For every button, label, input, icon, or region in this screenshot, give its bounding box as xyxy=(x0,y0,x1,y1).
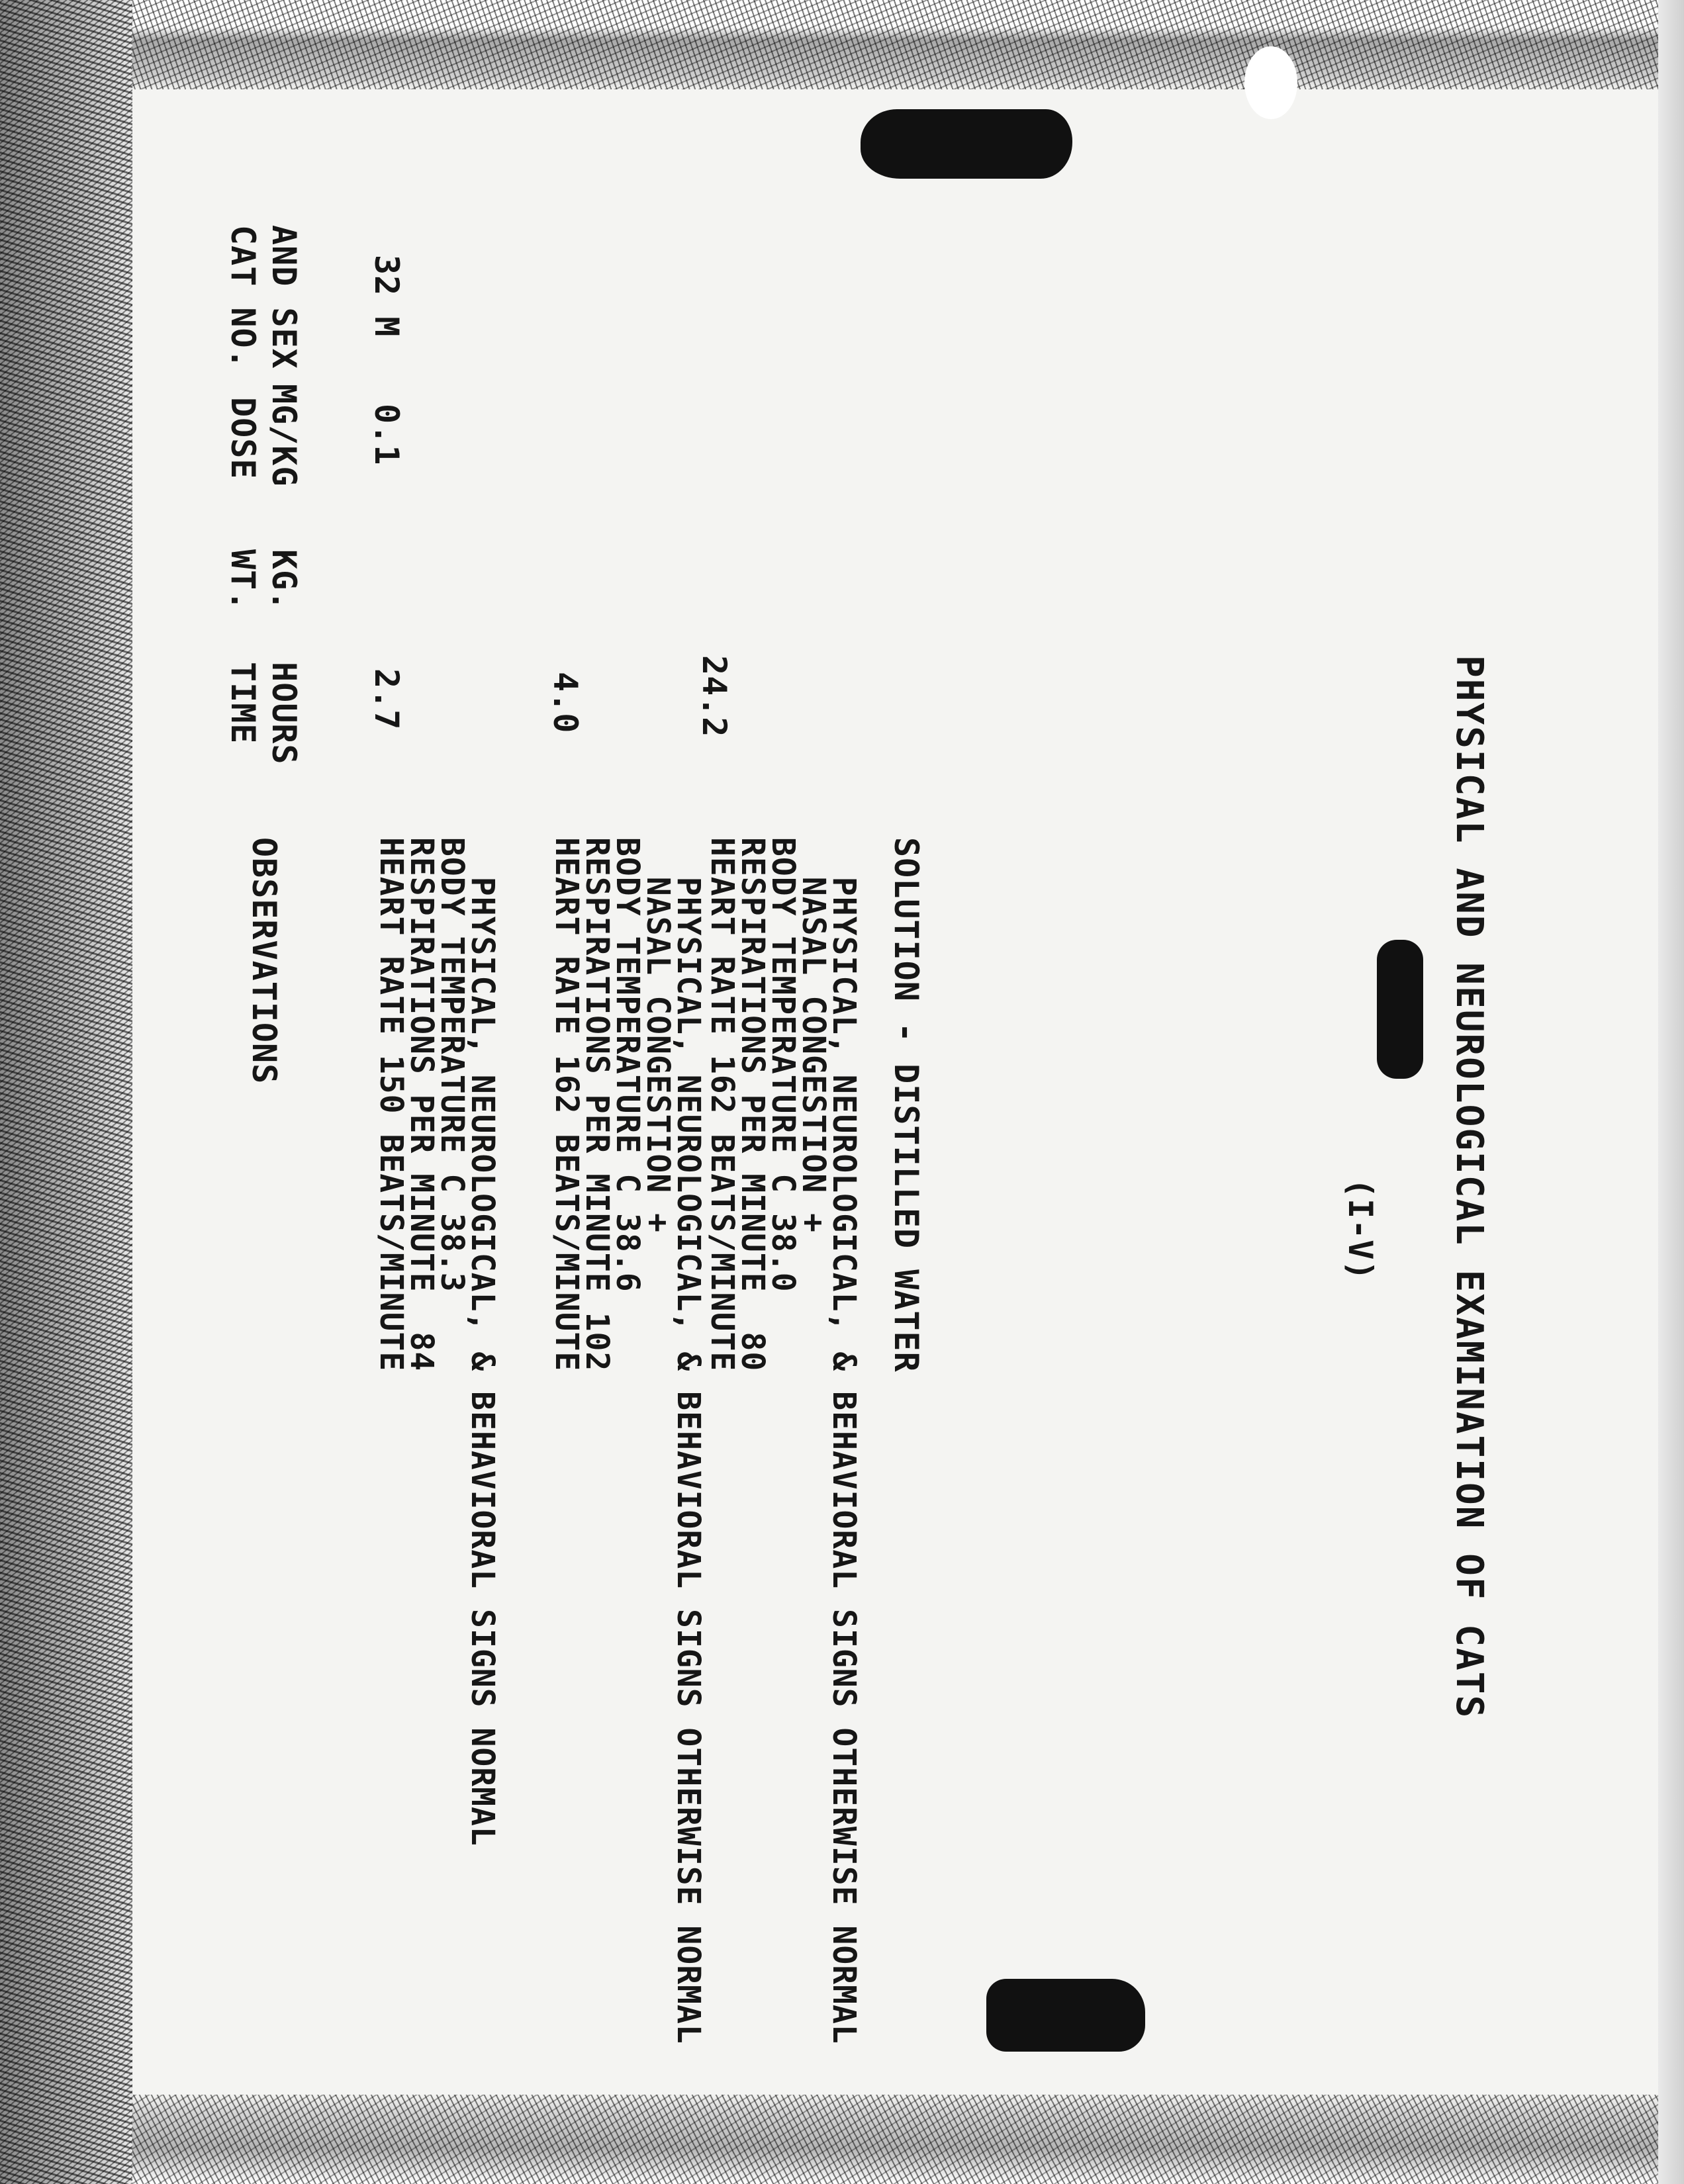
observation-line: BODY TEMPERATURE C 38.0 xyxy=(765,837,802,1293)
time-value: 24.2 xyxy=(695,655,733,738)
header-hours: HOURS xyxy=(265,662,303,765)
observation-line: BODY TEMPERATURE C 38.3 xyxy=(434,837,471,1293)
dose-value: 0.1 xyxy=(367,404,406,466)
footnote-solution: SOLUTION - DISTILLED WATER xyxy=(887,837,925,1373)
header-cat-no: CAT NO. xyxy=(224,225,262,369)
observation-line: RESPIRATIONS PER MINUTE 80 xyxy=(734,837,771,1372)
time-value: 2.7 xyxy=(367,668,406,731)
header-mg-kg: MG/KG xyxy=(265,384,303,487)
observation-line: HEART RATE 150 BEATS/MINUTE xyxy=(373,837,410,1372)
observation-line: NASAL CONGESTION + xyxy=(795,837,832,1233)
observation-line: HEART RATE 162 BEATS/MINUTE xyxy=(704,837,741,1372)
header-wt: WT. xyxy=(224,549,262,612)
observation-line: NASAL CONGESTION + xyxy=(639,837,677,1233)
header-and-sex: AND SEX xyxy=(265,225,303,369)
observation-line: PHYSICAL, NEUROLOGICAL, & BEHAVIORAL SIGNS OTHERWISE NORMAL xyxy=(825,837,863,2044)
observation-line: RESPIRATIONS PER MINUTE 102 xyxy=(579,837,616,1372)
header-observations: OBSERVATIONS xyxy=(245,837,283,1085)
header-dose: DOSE xyxy=(224,397,262,480)
header-time: TIME xyxy=(224,662,262,745)
observation-line: RESPIRATIONS PER MINUTE 84 xyxy=(403,837,440,1372)
header-kg: KG. xyxy=(265,549,303,612)
observation-line: BODY TEMPERATURE C 38.6 xyxy=(609,837,646,1293)
observation-line: PHYSICAL, NEUROLOGICAL, & BEHAVIORAL SIGNS OTHERWISE NORMAL xyxy=(670,837,707,2044)
observation-line: PHYSICAL, NEUROLOGICAL, & BEHAVIORAL SIGNS NORMAL xyxy=(464,837,501,1846)
document-title: PHYSICAL AND NEUROLOGICAL EXAMINATION OF CATS xyxy=(1448,655,1491,1719)
observation-line: HEART RATE 162 BEATS/MINUTE xyxy=(548,837,585,1372)
cat-number-sex: 32 M xyxy=(367,255,406,338)
document-subtitle: (I-V) xyxy=(1341,1178,1380,1281)
time-value: 4.0 xyxy=(546,672,585,734)
